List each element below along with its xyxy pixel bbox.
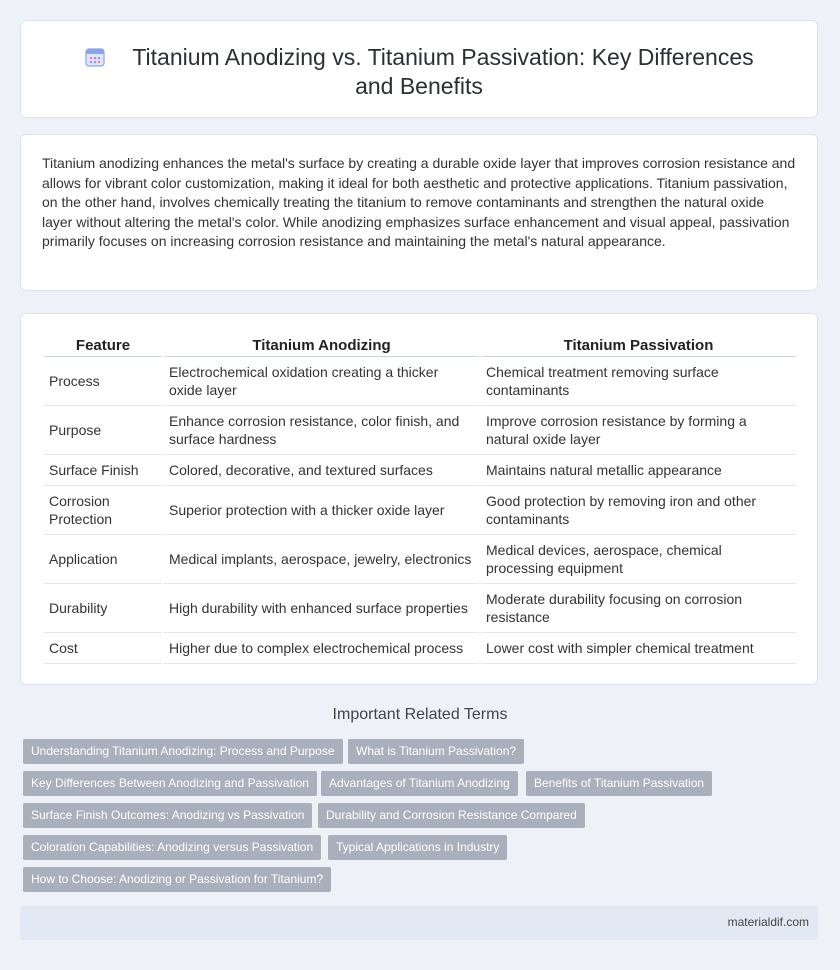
related-tag-applications[interactable]: Typical Applications in Industry (328, 835, 507, 860)
related-tag-passivation-benefits[interactable]: Benefits of Titanium Passivation (526, 771, 712, 796)
table-row (44, 406, 796, 455)
intro-text: Titanium anodizing enhances the metal's surface by creating a durable oxide layer that improves corrosion resistance and allows for vibrant color customization, making it ideal for both aesthetic and protective applications. Titanium passivation, on the other hand, involves chemically treating the titanium to remove contaminants and strengthen the natural oxide layer without altering the metal's color. While anodizing emphasizes surface enhancement and visual appeal, passivation primarily focuses on increasing corrosion resistance and maintaining the metal's natural appearance. (42, 155, 796, 249)
table-cell: Surface Finish (44, 455, 162, 486)
intro-card (20, 134, 818, 291)
table-cell: Maintains natural metallic appearance (481, 455, 796, 486)
table-cell: Moderate durability focusing on corrosion resistance (481, 584, 796, 633)
table-cell: Improve corrosion resistance by forming a natural oxide layer (481, 406, 796, 455)
related-tag-what-is-passivation[interactable]: What is Titanium Passivation? (348, 739, 524, 764)
comparison-table-card (20, 313, 818, 685)
table-row (44, 486, 796, 535)
related-terms-title: Important Related Terms (332, 706, 508, 723)
table-row (44, 633, 796, 664)
related-tag-durability-corrosion[interactable]: Durability and Corrosion Resistance Compared (318, 803, 585, 828)
table-row (44, 535, 796, 584)
table-row (44, 584, 796, 633)
table-header-passivation: Titanium Passivation (481, 334, 796, 357)
table-cell: Application (44, 535, 162, 584)
table-cell: Colored, decorative, and textured surfaces (164, 455, 479, 486)
footer (20, 906, 818, 940)
table-cell: Electrochemical oxidation creating a thicker oxide layer (164, 357, 479, 406)
page-title-wrap (21, 43, 817, 101)
table-cell: Enhance corrosion resistance, color finish, and surface hardness (164, 406, 479, 455)
calendar-icon (84, 46, 106, 68)
table-row (44, 455, 796, 486)
related-tag-surface-finish[interactable]: Surface Finish Outcomes: Anodizing vs Passivation (23, 803, 312, 828)
table-cell: Higher due to complex electrochemical process (164, 633, 479, 664)
table-cell: Durability (44, 584, 162, 633)
related-tag-key-differences[interactable]: Key Differences Between Anodizing and Passivation (23, 771, 317, 796)
related-tag-how-to-choose[interactable]: How to Choose: Anodizing or Passivation for Titanium? (23, 867, 331, 892)
table-cell: Purpose (44, 406, 162, 455)
table-cell: Medical devices, aerospace, chemical processing equipment (481, 535, 796, 584)
table-cell: Medical implants, aerospace, jewelry, electronics (164, 535, 479, 584)
related-tag-coloration[interactable]: Coloration Capabilities: Anodizing versus Passivation (23, 835, 321, 860)
table-cell: Cost (44, 633, 162, 664)
table-cell: Good protection by removing iron and other contaminants (481, 486, 796, 535)
table-row (44, 357, 796, 406)
related-tag-anodizing-process[interactable]: Understanding Titanium Anodizing: Process and Purpose (23, 739, 343, 764)
table-header-feature: Feature (44, 334, 162, 357)
header-card (20, 20, 818, 118)
table-cell: High durability with enhanced surface properties (164, 584, 479, 633)
table-cell: Superior protection with a thicker oxide layer (164, 486, 479, 535)
footer-site[interactable]: materialdif.com (727, 915, 809, 929)
table-cell: Lower cost with simpler chemical treatment (481, 633, 796, 664)
table-cell: Chemical treatment removing surface contaminants (481, 357, 796, 406)
comparison-table (42, 334, 798, 664)
table-cell: Process (44, 357, 162, 406)
table-header-anodizing: Titanium Anodizing (164, 334, 479, 357)
table-cell: Corrosion Protection (44, 486, 162, 535)
related-tag-anodizing-advantages[interactable]: Advantages of Titanium Anodizing (321, 771, 518, 796)
page-title: Titanium Anodizing vs. Titanium Passivation: Key Differences and Benefits (132, 44, 754, 99)
